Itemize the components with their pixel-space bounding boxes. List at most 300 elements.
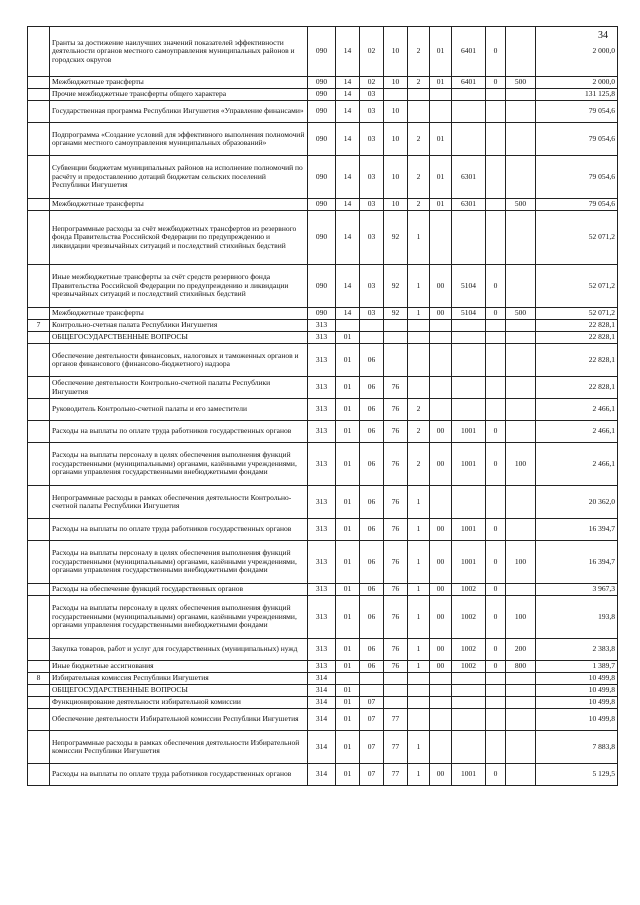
amount-cell: 10 499,8 — [536, 697, 618, 709]
code-cell: 1001 — [452, 764, 486, 786]
code-cell — [430, 101, 452, 123]
code-cell: 313 — [308, 519, 336, 541]
code-cell: 0 — [486, 541, 506, 584]
row-number — [28, 709, 50, 731]
amount-cell: 22 828,1 — [536, 344, 618, 377]
amount-cell: 79 054,6 — [536, 199, 618, 211]
code-cell: 1 — [408, 308, 430, 320]
code-cell — [506, 584, 536, 596]
code-cell — [506, 265, 536, 308]
row-number — [28, 639, 50, 661]
code-cell: 0 — [486, 661, 506, 673]
code-cell — [408, 344, 430, 377]
row-number — [28, 377, 50, 399]
table-row — [28, 697, 618, 709]
code-cell — [452, 344, 486, 377]
table-row — [28, 265, 618, 308]
code-cell: 1001 — [452, 541, 486, 584]
code-cell: 00 — [430, 265, 452, 308]
code-cell: 14 — [336, 211, 360, 265]
budget-table — [27, 26, 618, 786]
table-row — [28, 584, 618, 596]
code-cell: 6401 — [452, 27, 486, 77]
code-cell: 06 — [360, 639, 384, 661]
code-cell: 313 — [308, 344, 336, 377]
code-cell — [430, 673, 452, 685]
code-cell — [384, 344, 408, 377]
code-cell: 0 — [486, 308, 506, 320]
code-cell: 01 — [336, 421, 360, 443]
row-name: ОБЩЕГОСУДАРСТВЕННЫЕ ВОПРОСЫ — [50, 332, 308, 344]
code-cell — [384, 332, 408, 344]
table-row — [28, 211, 618, 265]
code-cell — [430, 697, 452, 709]
code-cell — [486, 697, 506, 709]
code-cell: 00 — [430, 519, 452, 541]
code-cell: 0 — [486, 584, 506, 596]
row-name: Прочие межбюджетные трансферты общего характера — [50, 89, 308, 101]
row-number — [28, 584, 50, 596]
code-cell — [486, 344, 506, 377]
table-row — [28, 332, 618, 344]
code-cell: 313 — [308, 332, 336, 344]
code-cell — [452, 685, 486, 697]
row-number — [28, 332, 50, 344]
code-cell: 0 — [486, 421, 506, 443]
row-name: Непрограммные расходы в рамках обеспечения деятельности Избирательной комиссии Республики Ингушетия — [50, 731, 308, 764]
code-cell: 03 — [360, 211, 384, 265]
table-row — [28, 421, 618, 443]
code-cell — [452, 123, 486, 156]
code-cell: 500 — [506, 308, 536, 320]
row-number — [28, 27, 50, 77]
table-row — [28, 731, 618, 764]
row-name: Обеспечение деятельности Контрольно-счетной палаты Республики Ингушетия — [50, 377, 308, 399]
amount-cell: 79 054,6 — [536, 101, 618, 123]
row-name: Обеспечение деятельности финансовых, налоговых и таможенных органов и органов финансового (финансово-бюджетного) надзора — [50, 344, 308, 377]
code-cell — [506, 320, 536, 332]
code-cell: 090 — [308, 308, 336, 320]
code-cell — [452, 377, 486, 399]
code-cell — [486, 123, 506, 156]
row-name: Иные бюджетные ассигнования — [50, 661, 308, 673]
code-cell — [430, 332, 452, 344]
code-cell: 2 — [408, 123, 430, 156]
code-cell — [486, 332, 506, 344]
code-cell: 0 — [486, 27, 506, 77]
code-cell — [384, 89, 408, 101]
code-cell — [430, 486, 452, 519]
code-cell: 314 — [308, 709, 336, 731]
amount-cell: 22 828,1 — [536, 377, 618, 399]
code-cell: 2 — [408, 77, 430, 89]
code-cell: 01 — [336, 486, 360, 519]
table-row — [28, 344, 618, 377]
amount-cell: 2 383,8 — [536, 639, 618, 661]
code-cell — [430, 211, 452, 265]
code-cell — [506, 731, 536, 764]
code-cell: 76 — [384, 639, 408, 661]
row-name: Контрольно-счетная палата Республики Ингушетия — [50, 320, 308, 332]
code-cell: 01 — [430, 156, 452, 199]
row-number — [28, 661, 50, 673]
row-number: 7 — [28, 320, 50, 332]
code-cell: 090 — [308, 211, 336, 265]
code-cell — [408, 697, 430, 709]
code-cell: 090 — [308, 27, 336, 77]
code-cell: 00 — [430, 541, 452, 584]
code-cell: 1 — [408, 519, 430, 541]
code-cell: 314 — [308, 673, 336, 685]
code-cell — [452, 332, 486, 344]
code-cell — [430, 685, 452, 697]
code-cell: 00 — [430, 584, 452, 596]
code-cell — [506, 377, 536, 399]
code-cell — [506, 519, 536, 541]
table-row — [28, 399, 618, 421]
code-cell: 76 — [384, 596, 408, 639]
row-number — [28, 399, 50, 421]
code-cell: 01 — [336, 697, 360, 709]
code-cell — [452, 320, 486, 332]
code-cell: 0 — [486, 443, 506, 486]
code-cell: 06 — [360, 584, 384, 596]
row-number — [28, 199, 50, 211]
row-number — [28, 697, 50, 709]
code-cell: 5104 — [452, 308, 486, 320]
code-cell: 500 — [506, 199, 536, 211]
row-number — [28, 421, 50, 443]
code-cell: 313 — [308, 596, 336, 639]
amount-cell: 16 394,7 — [536, 541, 618, 584]
code-cell: 14 — [336, 156, 360, 199]
code-cell: 090 — [308, 89, 336, 101]
code-cell: 6301 — [452, 156, 486, 199]
code-cell: 03 — [360, 199, 384, 211]
amount-cell: 10 499,8 — [536, 673, 618, 685]
code-cell: 090 — [308, 101, 336, 123]
code-cell — [486, 685, 506, 697]
code-cell: 01 — [336, 709, 360, 731]
code-cell: 6401 — [452, 77, 486, 89]
code-cell: 313 — [308, 486, 336, 519]
code-cell — [506, 156, 536, 199]
code-cell: 0 — [486, 77, 506, 89]
code-cell: 2 — [408, 199, 430, 211]
code-cell: 10 — [384, 27, 408, 77]
code-cell: 2 — [408, 27, 430, 77]
code-cell: 00 — [430, 421, 452, 443]
code-cell — [336, 320, 360, 332]
code-cell: 01 — [430, 123, 452, 156]
code-cell — [506, 685, 536, 697]
row-number — [28, 211, 50, 265]
row-name: Субвенции бюджетам муниципальных районов на исполнение полномочий по расчёту и предоставлению дотаций бюджетам сельских поселений Республики Ингушетия — [50, 156, 308, 199]
code-cell — [506, 709, 536, 731]
table-row — [28, 308, 618, 320]
code-cell: 314 — [308, 697, 336, 709]
code-cell — [486, 486, 506, 519]
code-cell — [506, 486, 536, 519]
amount-cell: 3 967,3 — [536, 584, 618, 596]
code-cell: 14 — [336, 123, 360, 156]
amount-cell: 131 125,8 — [536, 89, 618, 101]
code-cell — [486, 101, 506, 123]
row-name: Функционирование деятельности избирательной комиссии — [50, 697, 308, 709]
code-cell: 14 — [336, 199, 360, 211]
code-cell: 01 — [336, 399, 360, 421]
code-cell: 76 — [384, 399, 408, 421]
code-cell: 314 — [308, 764, 336, 786]
code-cell — [360, 685, 384, 697]
code-cell: 01 — [336, 685, 360, 697]
code-cell: 10 — [384, 101, 408, 123]
row-number — [28, 685, 50, 697]
code-cell — [430, 320, 452, 332]
row-number — [28, 596, 50, 639]
code-cell: 07 — [360, 709, 384, 731]
code-cell — [452, 89, 486, 101]
code-cell: 313 — [308, 541, 336, 584]
code-cell: 1 — [408, 731, 430, 764]
amount-cell: 5 129,5 — [536, 764, 618, 786]
code-cell — [408, 377, 430, 399]
code-cell: 090 — [308, 265, 336, 308]
page-number: 34 — [598, 30, 608, 41]
code-cell: 1 — [408, 584, 430, 596]
code-cell — [408, 673, 430, 685]
table-row — [28, 199, 618, 211]
code-cell — [430, 377, 452, 399]
amount-cell: 2 000,0 — [536, 27, 618, 77]
row-name: Межбюджетные трансферты — [50, 77, 308, 89]
code-cell — [486, 731, 506, 764]
code-cell: 76 — [384, 519, 408, 541]
row-number — [28, 156, 50, 199]
code-cell: 92 — [384, 308, 408, 320]
code-cell: 06 — [360, 443, 384, 486]
code-cell: 03 — [360, 123, 384, 156]
code-cell: 01 — [336, 377, 360, 399]
amount-cell: 193,8 — [536, 596, 618, 639]
row-name: Межбюджетные трансферты — [50, 199, 308, 211]
code-cell — [360, 320, 384, 332]
row-number — [28, 541, 50, 584]
code-cell — [486, 673, 506, 685]
code-cell — [486, 199, 506, 211]
code-cell: 2 — [408, 156, 430, 199]
table-row — [28, 685, 618, 697]
code-cell: 313 — [308, 421, 336, 443]
code-cell: 200 — [506, 639, 536, 661]
code-cell: 01 — [336, 731, 360, 764]
code-cell — [336, 673, 360, 685]
code-cell: 03 — [360, 101, 384, 123]
code-cell — [452, 697, 486, 709]
table-row — [28, 101, 618, 123]
code-cell — [506, 27, 536, 77]
code-cell: 313 — [308, 377, 336, 399]
code-cell: 01 — [430, 199, 452, 211]
code-cell — [408, 709, 430, 731]
row-name: Государственная программа Республики Ингушетия «Управление финансами» — [50, 101, 308, 123]
code-cell — [452, 486, 486, 519]
row-number — [28, 731, 50, 764]
code-cell: 1 — [408, 265, 430, 308]
table-row — [28, 156, 618, 199]
code-cell — [506, 421, 536, 443]
code-cell: 06 — [360, 661, 384, 673]
row-name: Расходы на выплаты по оплате труда работников государственных органов — [50, 519, 308, 541]
row-number — [28, 265, 50, 308]
code-cell: 0 — [486, 265, 506, 308]
code-cell: 10 — [384, 156, 408, 199]
code-cell: 14 — [336, 77, 360, 89]
code-cell — [486, 156, 506, 199]
code-cell: 01 — [336, 596, 360, 639]
code-cell: 10 — [384, 123, 408, 156]
row-number — [28, 123, 50, 156]
code-cell: 14 — [336, 308, 360, 320]
code-cell: 1002 — [452, 584, 486, 596]
code-cell: 14 — [336, 27, 360, 77]
row-name: Расходы на выплаты персоналу в целях обеспечения выполнения функций государственными (муниципальными) органами, казёнными учреждениями, органами управления государственными внебюджетными фондами — [50, 541, 308, 584]
code-cell: 100 — [506, 596, 536, 639]
code-cell: 00 — [430, 443, 452, 486]
code-cell: 76 — [384, 584, 408, 596]
code-cell — [452, 673, 486, 685]
code-cell: 1002 — [452, 661, 486, 673]
code-cell — [452, 211, 486, 265]
row-name: Расходы на выплаты по оплате труда работников государственных органов — [50, 764, 308, 786]
code-cell: 92 — [384, 265, 408, 308]
row-name: Расходы на выплаты персоналу в целях обеспечения выполнения функций государственными (муниципальными) органами, казёнными учреждениями, органами управления государственными внебюджетными фондами — [50, 596, 308, 639]
code-cell: 313 — [308, 320, 336, 332]
code-cell: 0 — [486, 639, 506, 661]
code-cell: 01 — [336, 344, 360, 377]
code-cell: 00 — [430, 661, 452, 673]
code-cell: 00 — [430, 639, 452, 661]
code-cell — [360, 332, 384, 344]
code-cell: 14 — [336, 101, 360, 123]
code-cell: 314 — [308, 731, 336, 764]
code-cell — [384, 673, 408, 685]
code-cell: 06 — [360, 377, 384, 399]
code-cell: 1001 — [452, 421, 486, 443]
amount-cell: 52 071,2 — [536, 265, 618, 308]
code-cell: 1 — [408, 486, 430, 519]
code-cell: 2 — [408, 399, 430, 421]
code-cell: 03 — [360, 156, 384, 199]
code-cell: 01 — [430, 77, 452, 89]
code-cell: 1 — [408, 211, 430, 265]
row-number — [28, 308, 50, 320]
code-cell: 76 — [384, 443, 408, 486]
row-name: Расходы на выплаты персоналу в целях обеспечения выполнения функций государственными (муниципальными) органами, казёнными учреждениями, органами управления государственными внебюджетными фондами — [50, 443, 308, 486]
code-cell: 03 — [360, 308, 384, 320]
code-cell: 100 — [506, 541, 536, 584]
code-cell: 02 — [360, 77, 384, 89]
code-cell: 314 — [308, 685, 336, 697]
code-cell: 01 — [336, 584, 360, 596]
code-cell: 06 — [360, 541, 384, 584]
code-cell: 10 — [384, 199, 408, 211]
row-name: Расходы на обеспечение функций государственных органов — [50, 584, 308, 596]
code-cell: 313 — [308, 399, 336, 421]
amount-cell: 1 389,7 — [536, 661, 618, 673]
code-cell: 01 — [336, 443, 360, 486]
amount-cell: 16 394,7 — [536, 519, 618, 541]
code-cell: 090 — [308, 123, 336, 156]
code-cell: 090 — [308, 77, 336, 89]
code-cell: 00 — [430, 308, 452, 320]
code-cell: 76 — [384, 486, 408, 519]
code-cell: 06 — [360, 344, 384, 377]
code-cell: 0 — [486, 519, 506, 541]
row-name: Расходы на выплаты по оплате труда работников государственных органов — [50, 421, 308, 443]
row-name: Закупка товаров, работ и услуг для государственных (муниципальных) нужд — [50, 639, 308, 661]
code-cell — [408, 320, 430, 332]
code-cell: 6301 — [452, 199, 486, 211]
code-cell: 500 — [506, 77, 536, 89]
code-cell: 090 — [308, 156, 336, 199]
code-cell: 01 — [336, 639, 360, 661]
code-cell — [430, 731, 452, 764]
table-row — [28, 673, 618, 685]
code-cell — [486, 399, 506, 421]
code-cell: 06 — [360, 421, 384, 443]
code-cell — [506, 399, 536, 421]
table-row — [28, 377, 618, 399]
row-name: Иные межбюджетные трансферты за счёт средств резервного фонда Правительства Российской Федерации по предупреждению и ликвидации чрезвычайных ситуаций и последствий стихийных бедствий — [50, 265, 308, 308]
code-cell: 10 — [384, 77, 408, 89]
code-cell — [506, 344, 536, 377]
code-cell: 03 — [360, 265, 384, 308]
table-row — [28, 764, 618, 786]
code-cell — [486, 320, 506, 332]
table-row — [28, 320, 618, 332]
row-name: ОБЩЕГОСУДАРСТВЕННЫЕ ВОПРОСЫ — [50, 685, 308, 697]
code-cell: 1001 — [452, 519, 486, 541]
code-cell — [486, 89, 506, 101]
code-cell — [486, 377, 506, 399]
row-name: Руководитель Контрольно-счетной палаты и его заместители — [50, 399, 308, 421]
table-row — [28, 709, 618, 731]
code-cell — [452, 399, 486, 421]
table-row — [28, 639, 618, 661]
code-cell: 06 — [360, 486, 384, 519]
row-number — [28, 89, 50, 101]
row-name: Межбюджетные трансферты — [50, 308, 308, 320]
code-cell — [430, 89, 452, 101]
code-cell: 01 — [336, 541, 360, 584]
table-row — [28, 661, 618, 673]
code-cell: 01 — [430, 27, 452, 77]
amount-cell: 79 054,6 — [536, 123, 618, 156]
code-cell — [430, 344, 452, 377]
row-number: 8 — [28, 673, 50, 685]
row-name: Избирательная комиссия Республики Ингушетия — [50, 673, 308, 685]
code-cell: 313 — [308, 639, 336, 661]
code-cell — [506, 101, 536, 123]
code-cell: 06 — [360, 596, 384, 639]
code-cell: 313 — [308, 584, 336, 596]
table-row — [28, 486, 618, 519]
table-row — [28, 541, 618, 584]
amount-cell: 79 054,6 — [536, 156, 618, 199]
table-row — [28, 77, 618, 89]
code-cell — [486, 709, 506, 731]
